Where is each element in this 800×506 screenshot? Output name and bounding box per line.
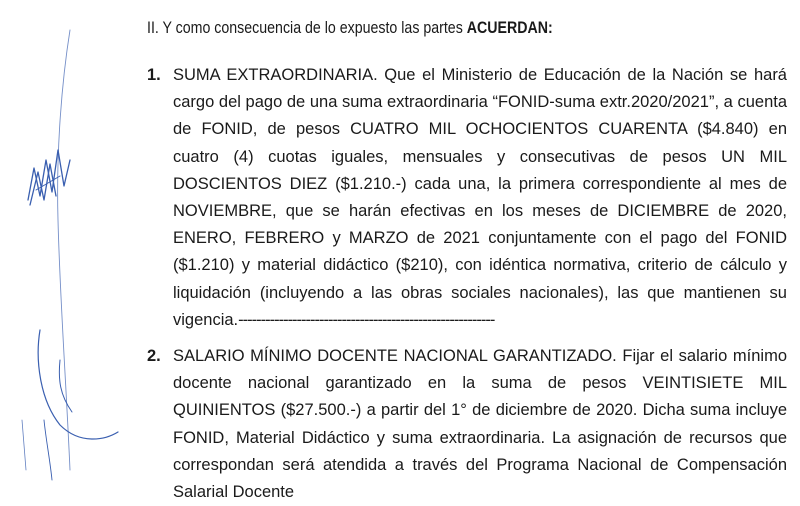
clause-number: 2. [147, 347, 161, 365]
clause-body: SALARIO MÍNIMO DOCENTE NACIONAL GARANTIZADO. Fijar el salario mínimo docente nacional garantizado en la suma de pesos VEINTISIETE MIL QUINIENTOS ($27.500.-) a partir del 1° de diciembre de 2020. Dicha suma incluye FONID, Material Didáctico y suma extraordinaria. La asignación de recursos que correspondan será atendida a través del Programa Nacional de Compensación Salarial Docente [173, 347, 787, 502]
clause-number: 1. [147, 66, 161, 84]
handwritten-signature-marks [0, 0, 140, 500]
clause-body: SUMA EXTRAORDINARIA. Que el Ministerio de Educación de la Nación se hará cargo del pago de una suma extraordinaria “FONID-suma extr.2020/2021”, a cuenta de FONID, de pesos CUATRO MIL OCHOCIENTOS CUARENTA ($4.840) en cuatro (4) cuotas iguales, mensuales y consecutivas de pesos UN MIL DOSCIENTOS DIEZ ($1.210.-) cada una, la primera correspondiente al mes de NOVIEMBRE, que se harán efectivas en los meses de DICIEMBRE de 2020, ENERO, FEBRERO y MARZO de 2021 conjuntamente con el pago del FONID ($1.210) y material didáctico ($210), con idéntica normativa, criterio de cálculo y liquidación (incluyendo a las obras sociales nacionales), las que mantienen su vigencia. [173, 66, 787, 329]
section-heading-text: II. Y como consecuencia de lo expuesto las partes [147, 19, 467, 37]
clause-1 [147, 62, 787, 332]
clause-dashes: --------------------------------------------------------- [238, 310, 495, 329]
clause-text [173, 343, 787, 506]
clause-text [173, 62, 787, 334]
section-heading-bold: ACUERDAN: [466, 19, 553, 37]
clause-2 [147, 343, 787, 503]
section-heading [147, 17, 553, 39]
